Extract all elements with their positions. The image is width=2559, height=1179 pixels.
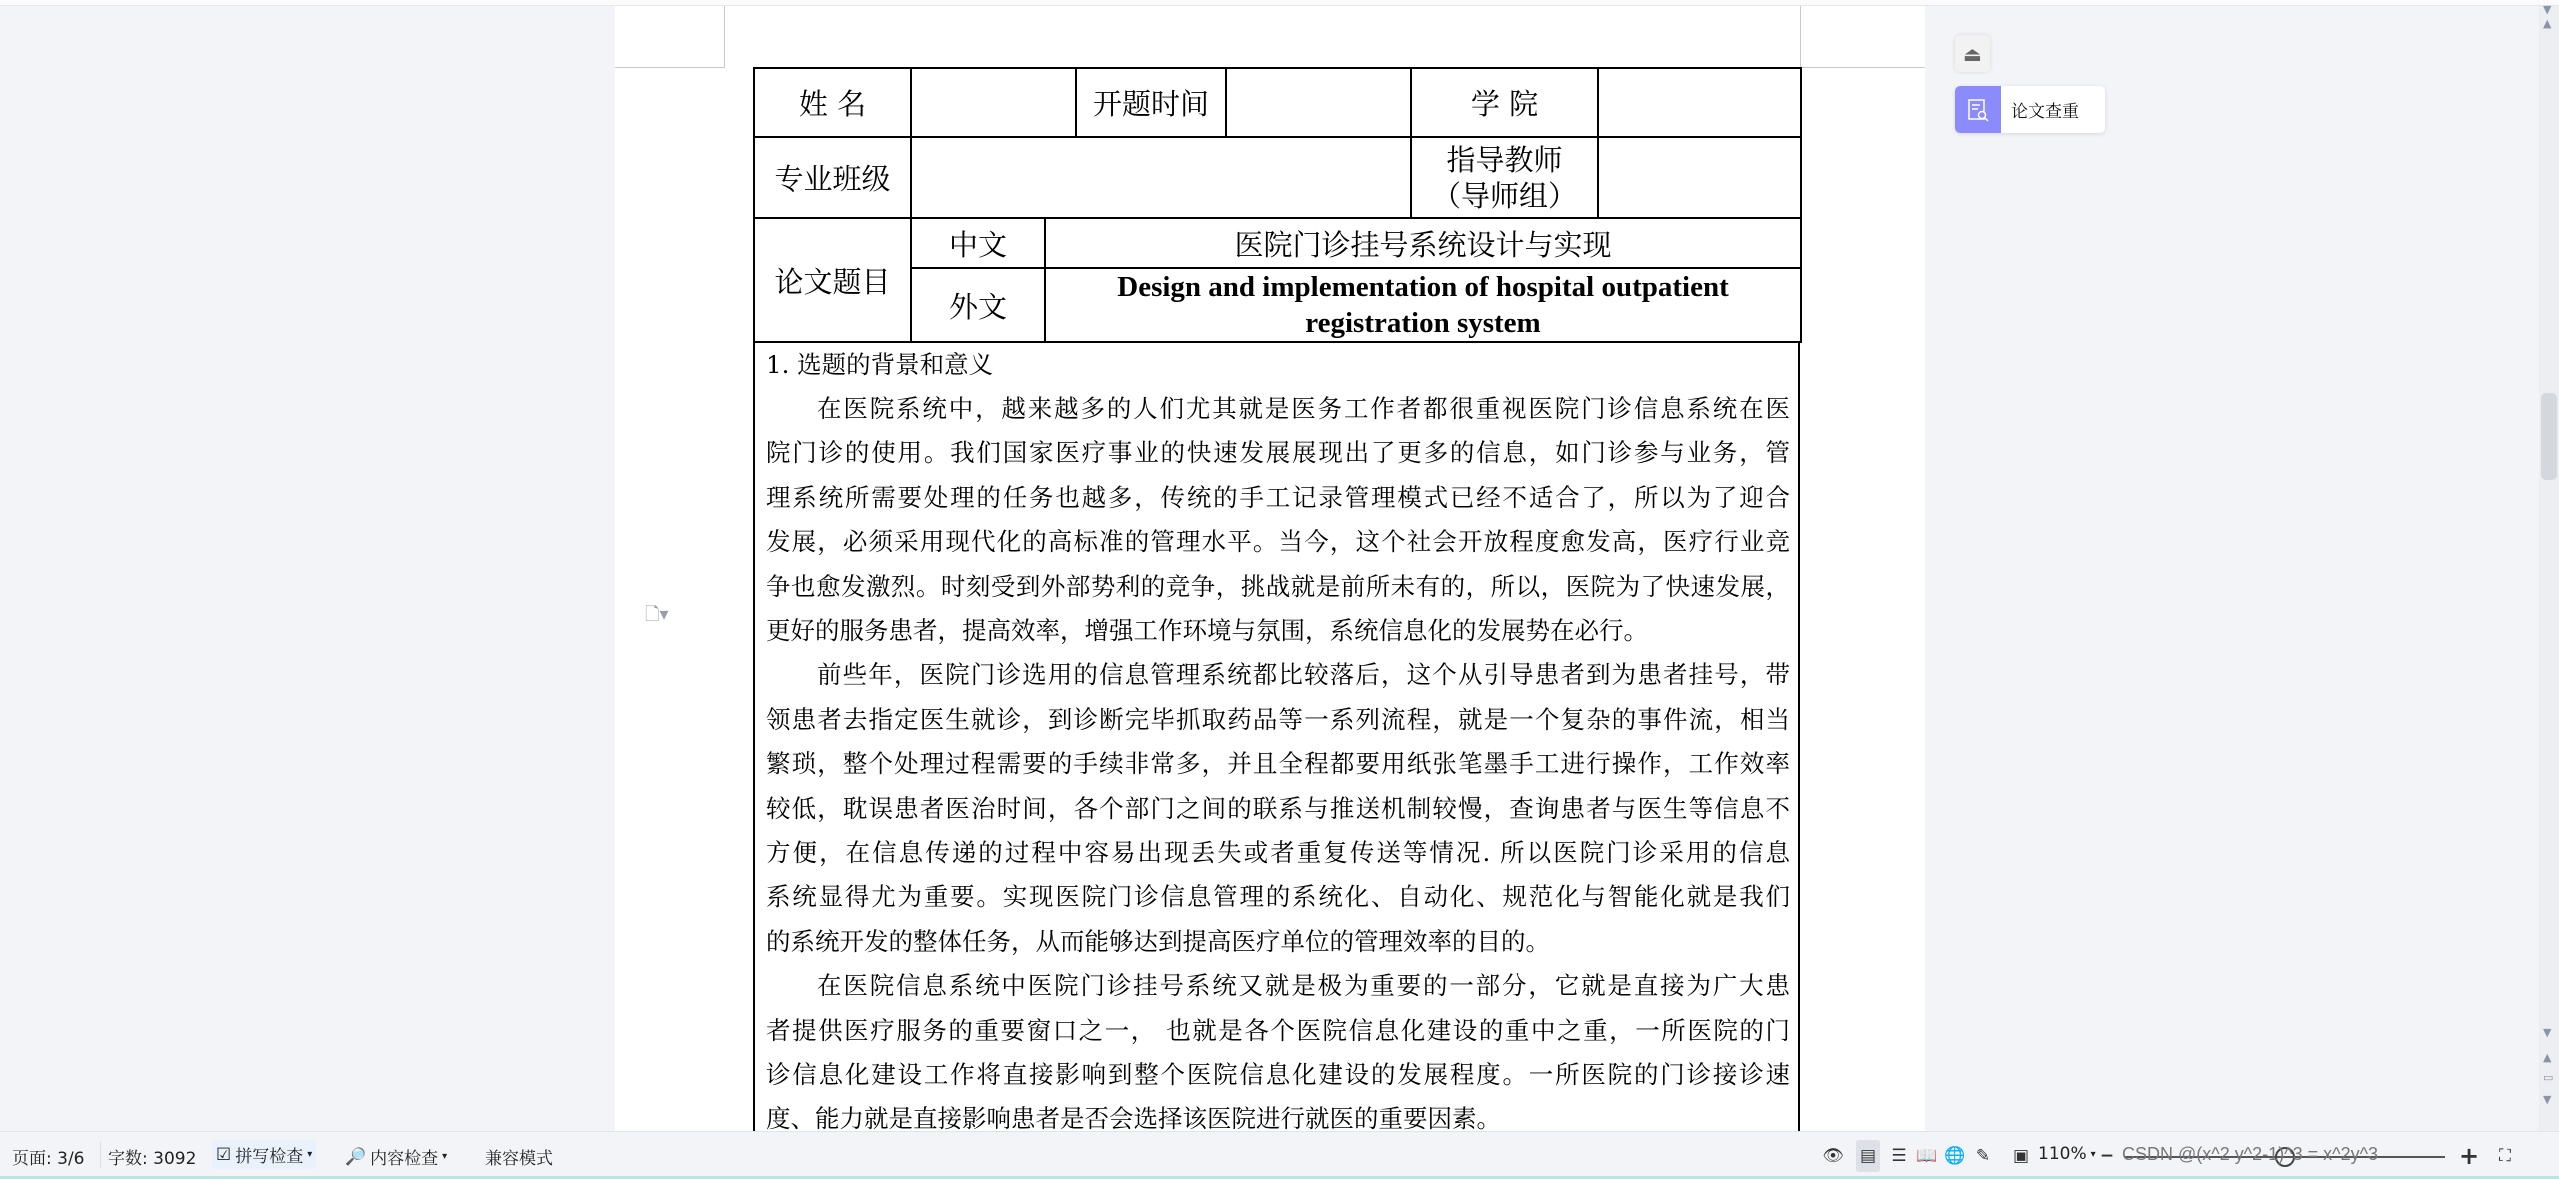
college-label: 学 院 xyxy=(1411,68,1598,137)
body-text-line: 方便，在信息传递的过程中容易出现丢失或者重复传送等情况. 所以医院门诊采用的信息 xyxy=(766,838,1790,867)
content-check-label: 内容检查 xyxy=(370,1149,439,1169)
time-value[interactable] xyxy=(1226,68,1411,137)
body-text-line: 理系统所需要处理的任务也越多，传统的手工记录管理模式已经不适合了，所以为了迎合 xyxy=(766,482,1790,512)
scrollbar-thumb[interactable] xyxy=(2541,393,2557,480)
word-count[interactable]: 字数: 3092 xyxy=(108,1149,197,1169)
body-text-line: 繁琐，整个处理过程需要的手续非常多，并且全程都要用纸张笔墨手工进行操作，工作效率 xyxy=(766,749,1790,779)
zoom-select[interactable] xyxy=(2038,1144,2096,1164)
crop-mark xyxy=(1800,6,1801,67)
document-page[interactable] xyxy=(615,6,1925,1131)
major-value[interactable] xyxy=(911,137,1411,218)
name-label: 姓 名 xyxy=(754,68,911,137)
content-check-icon: 🔎 xyxy=(345,1146,367,1167)
body-text-line: 系统显得尤为重要。实现医院门诊信息管理的系统化、自动化、规范化与智能化就是我们 xyxy=(766,882,1790,912)
scroll-down-icon[interactable]: ▼ xyxy=(2543,1026,2552,1039)
advisor-label-sub: （导师组） xyxy=(1431,178,1577,213)
paper-check-label: 论文查重 xyxy=(2011,102,2079,122)
zoom-in-icon[interactable]: + xyxy=(2458,1142,2480,1170)
cn-label: 中文 xyxy=(911,218,1045,268)
chevron-down-icon: ▾ xyxy=(2090,1148,2096,1160)
title-en[interactable]: Design and implementation of hospital outpatient registration system xyxy=(1045,268,1801,342)
zoom-level: 110% xyxy=(2038,1144,2087,1164)
vertical-scrollbar[interactable] xyxy=(2539,3,2559,1131)
body-text-line: 争也愈发激烈。时刻受到外部势利的竞争，挑战就是前所未有的，所以，医院为了快速发展， xyxy=(766,571,1790,601)
select-browse-icon[interactable]: ▭ xyxy=(2543,1071,2554,1084)
college-value[interactable] xyxy=(1598,68,1801,137)
fullscreen-icon[interactable]: ⛶ xyxy=(2499,1146,2511,1166)
body-text-line: 发展，必须采用现代化的高标准的管理水平。当今，这个社会开放程度愈发高，医疗行业竞 xyxy=(766,527,1790,557)
spell-check-button[interactable] xyxy=(212,1140,316,1169)
body-text-line: 在医院信息系统中医院门诊挂号系统又就是极为重要的一部分，它就是直接为广大患 xyxy=(817,971,1790,1001)
outline-view-icon[interactable]: ☰ xyxy=(1891,1146,1907,1166)
compat-mode[interactable]: 兼容模式 xyxy=(485,1149,553,1169)
chevron-down-icon: ▾ xyxy=(307,1149,313,1160)
body-text-line: 前些年，医院门诊选用的信息管理系统都比较落后，这个从引导患者到为患者挂号，带 xyxy=(817,660,1790,690)
content-check-button[interactable] xyxy=(345,1144,447,1169)
page-indicator[interactable]: 页面: 3/6 xyxy=(12,1149,85,1169)
divider xyxy=(100,1142,101,1168)
proposal-form xyxy=(753,67,1800,1131)
fit-page-icon[interactable]: ▣ xyxy=(2012,1146,2030,1166)
name-value[interactable] xyxy=(911,68,1076,137)
paragraph-menu-icon[interactable]: 🗋▾ xyxy=(645,604,669,625)
en-label: 外文 xyxy=(911,268,1045,342)
spell-check-label: 拼写检查 xyxy=(235,1147,304,1167)
crop-mark xyxy=(1800,67,1925,68)
web-view-icon[interactable]: 🌐 xyxy=(1944,1146,1966,1166)
prev-page-icon[interactable]: ▲ xyxy=(2543,1051,2552,1064)
eye-protect-icon[interactable]: 👁 xyxy=(1822,1146,1844,1166)
title-cn[interactable]: 医院门诊挂号系统设计与实现 xyxy=(1045,218,1801,268)
page-view-icon[interactable]: ▤ xyxy=(1856,1140,1880,1172)
body-text-line: 院门诊的使用。我们国家医疗事业的快速发展展现出了更多的信息，如门诊参与业务，管 xyxy=(766,438,1790,468)
advisor-label xyxy=(1411,137,1598,218)
body-text-line: 者提供医疗服务的重要窗口之一， 也就是各个医院信息化建设的重中之重，一所医院的门 xyxy=(766,1015,1790,1045)
scroll-up-icon[interactable]: ▲ xyxy=(2543,17,2552,30)
scroll-top-icon[interactable]: ▼ xyxy=(2543,3,2552,16)
topic-label: 论文题目 xyxy=(754,218,911,342)
background-section[interactable] xyxy=(753,341,1800,1131)
crop-mark xyxy=(724,6,725,67)
body-text-line: 领患者去指定医生就诊，到诊断完毕抓取药品等一系列流程，就是一个复杂的事件流，相当 xyxy=(766,704,1790,734)
section-heading: 1. 选题的背景和意义 xyxy=(766,350,994,379)
crop-mark xyxy=(615,67,725,68)
advisor-label-main: 指导教师 xyxy=(1446,142,1563,177)
body-text-line: 度、能力就是直接影响患者是否会选择该医院进行就医的重要因素。 xyxy=(766,1104,1501,1131)
pen-icon[interactable]: ✎ xyxy=(1975,1146,1991,1166)
zoom-out-icon[interactable]: − xyxy=(2099,1146,2115,1166)
body-text-line: 在医院系统中，越来越多的人们尤其就是医务工作者都很重视医院门诊信息系统在医 xyxy=(817,394,1790,423)
body-text-line: 的系统开发的整体任务，从而能够达到提高医疗单位的管理效率的目的。 xyxy=(766,926,1550,956)
chevron-down-icon: ▾ xyxy=(442,1151,448,1162)
body-text-line: 较低，耽误患者医治时间，各个部门之间的联系与推送机制较慢，查询患者与医生等信息不 xyxy=(766,793,1790,823)
major-label: 专业班级 xyxy=(754,137,911,218)
body-text-line: 更好的服务患者，提高效率，增强工作环境与氛围，系统信息化的发展势在必行。 xyxy=(766,616,1648,645)
advisor-value[interactable] xyxy=(1598,137,1801,218)
body-text-line: 诊信息化建设工作将直接影响到整个医院信息化建设的发展程度。一所医院的门诊接诊速 xyxy=(766,1060,1790,1089)
spell-check-icon: ☑ xyxy=(216,1144,232,1165)
eject-icon: ⏏ xyxy=(1963,41,1982,66)
next-page-icon[interactable]: ▼ xyxy=(2543,1093,2552,1106)
proposal-info-table xyxy=(753,67,1802,343)
paper-check-button[interactable] xyxy=(1955,86,2105,133)
watermark: CSDN @(x^2 y^2-1)^3 = x^2y^3 xyxy=(2122,1144,2379,1164)
collapse-panel-button[interactable] xyxy=(1955,35,1990,72)
doc-search-icon xyxy=(1955,86,2001,133)
time-label: 开题时间 xyxy=(1076,68,1226,137)
reading-view-icon[interactable]: 📖 xyxy=(1916,1146,1938,1166)
